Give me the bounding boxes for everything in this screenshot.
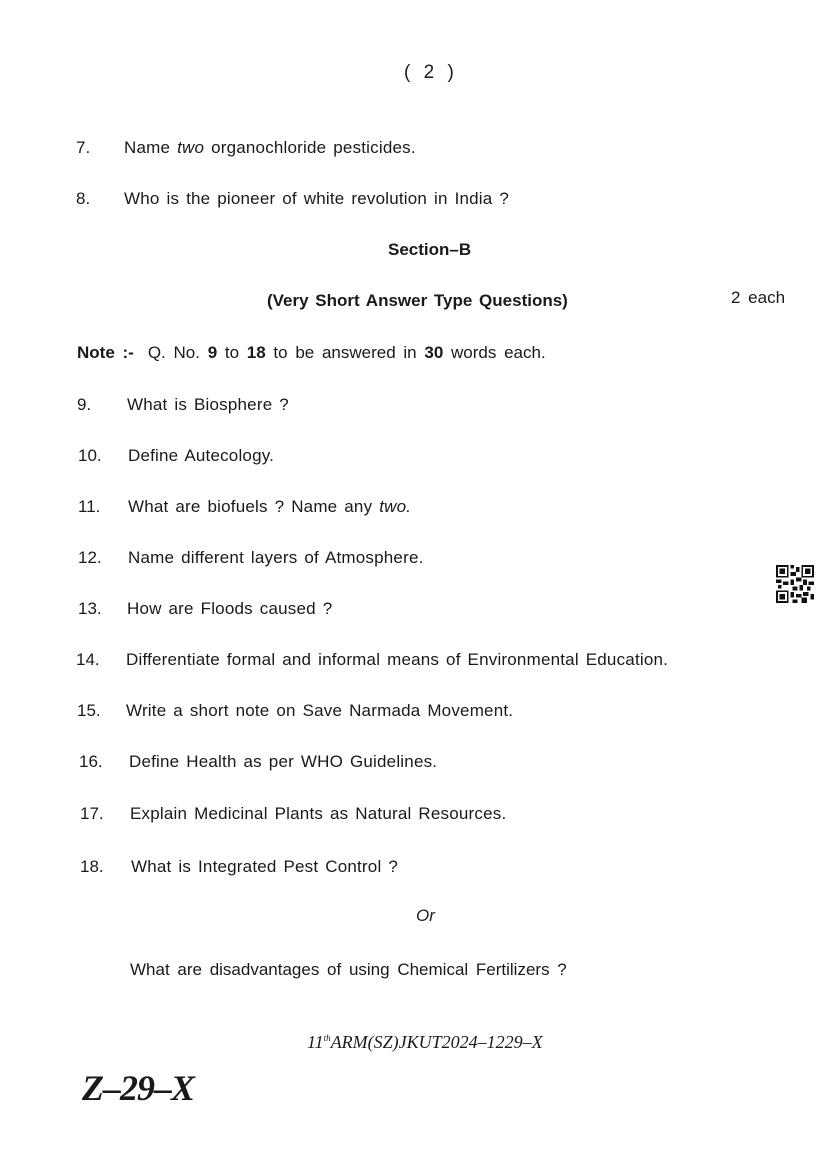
question-number: 9. — [77, 395, 92, 414]
question-text — [124, 189, 509, 209]
question-text-part: two — [177, 138, 205, 157]
qr-code-icon — [775, 565, 815, 603]
note-words: 30 — [424, 343, 444, 362]
question-number: 12. — [78, 548, 102, 567]
question-text-part: What are biofuels ? Name any — [128, 497, 380, 516]
note-text: Q. No. — [147, 343, 208, 362]
question-text-part: What is Biosphere ? — [127, 395, 289, 414]
note-from: 9 — [207, 343, 218, 362]
note-label: Note :- — [77, 343, 134, 362]
question-text-part: How are Floods caused ? — [127, 599, 333, 618]
or-label: Or — [416, 906, 435, 925]
question-text — [128, 548, 424, 568]
question-text-part: Explain Medicinal Plants as Natural Resources. — [130, 804, 507, 823]
note-text: words each. — [443, 343, 546, 362]
page-number: ( 2 ) — [404, 62, 458, 83]
question-number: 10. — [78, 446, 102, 465]
question-number: 11. — [78, 497, 101, 516]
question-number: 18. — [80, 857, 104, 876]
question-text — [124, 138, 416, 158]
question-text-part: Define Autecology. — [128, 446, 275, 465]
exam-code-rest: ARM(SZ)JKUT2024–1229–X — [330, 1032, 543, 1052]
note-text: to — [217, 343, 247, 362]
question-text-part: Who is the pioneer of white revolution in India ? — [124, 189, 510, 208]
section-title: Section–B — [388, 240, 472, 259]
question-number: 15. — [77, 701, 101, 720]
question-text — [130, 804, 506, 824]
question-number: 14. — [76, 650, 100, 669]
question-text — [129, 752, 437, 772]
question-text — [131, 857, 398, 877]
question-text-part: Differentiate formal and informal means of Environmental Education. — [126, 650, 669, 669]
question-text — [127, 395, 289, 415]
exam-code-sup: th — [323, 1033, 331, 1043]
question-number: 13. — [78, 599, 102, 618]
question-text-part: Name — [124, 138, 178, 157]
question-number: 8. — [76, 189, 91, 208]
question-text — [128, 446, 274, 466]
question-text-part: organochloride pesticides. — [204, 138, 416, 157]
question-text-part: Define Health as per WHO Guidelines. — [129, 752, 438, 771]
question-text — [128, 497, 411, 517]
marks-label: 2 each — [731, 288, 786, 307]
alternative-question: What are disadvantages of using Chemical Fertilizers ? — [130, 960, 567, 979]
paper-code: Z–29–X — [82, 1068, 195, 1108]
question-text-part: What is Integrated Pest Control ? — [131, 857, 399, 876]
section-subtitle: (Very Short Answer Type Questions) — [267, 291, 568, 310]
note — [77, 343, 546, 363]
question-number: 16. — [79, 752, 103, 771]
question-text-part: two. — [379, 497, 412, 516]
question-number: 17. — [80, 804, 104, 823]
exam-code-prefix: 11 — [307, 1032, 324, 1052]
question-text-part: Write a short note on Save Narmada Movement. — [126, 701, 514, 720]
question-text — [126, 650, 668, 670]
exam-code — [307, 1032, 543, 1053]
note-text: to be answered in — [265, 343, 425, 362]
note-to: 18 — [246, 343, 266, 362]
question-text — [127, 599, 332, 619]
question-text-part: Name different layers of Atmosphere. — [128, 548, 424, 567]
question-number: 7. — [76, 138, 91, 157]
question-text — [126, 701, 513, 721]
